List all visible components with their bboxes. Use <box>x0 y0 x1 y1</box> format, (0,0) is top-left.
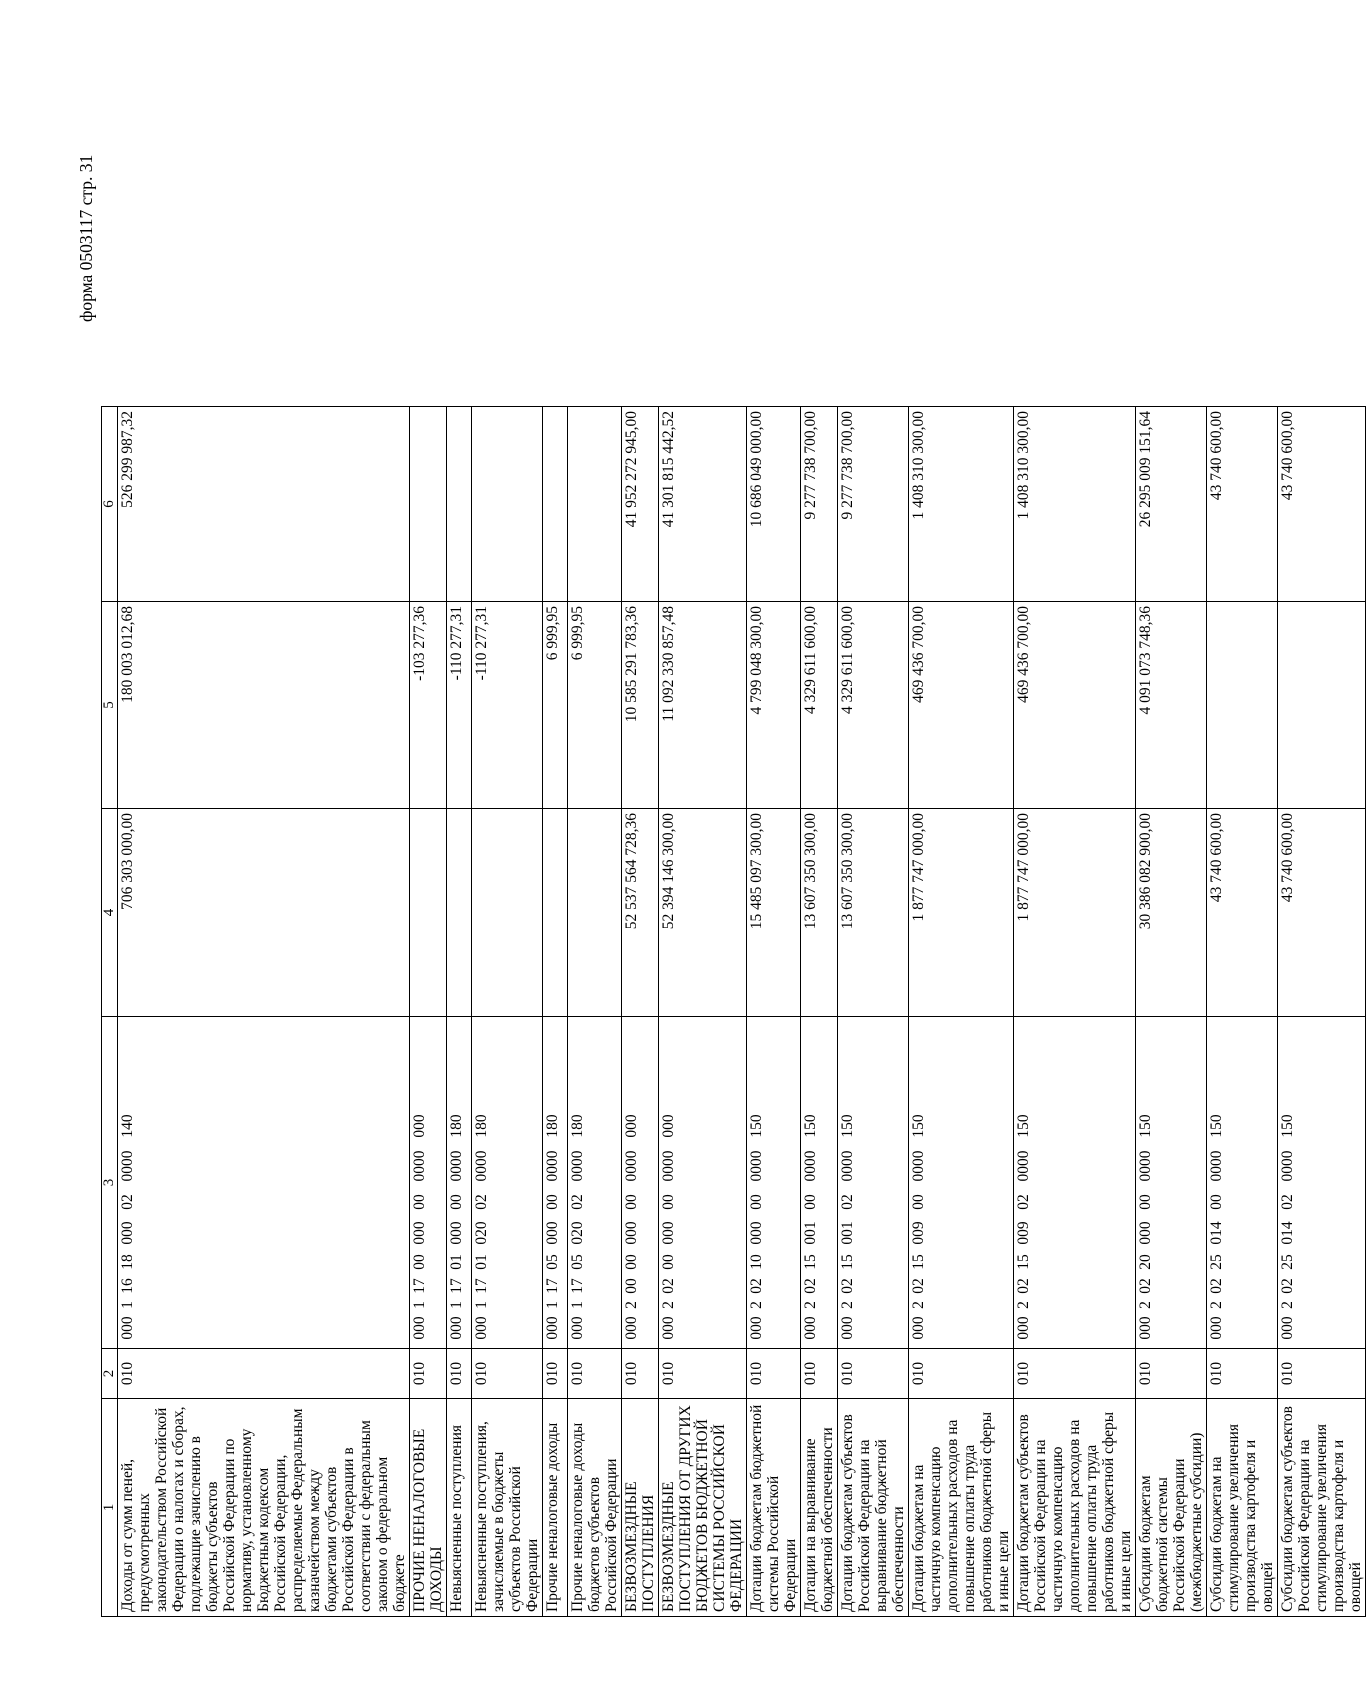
code-part: 150 <box>1137 1114 1154 1138</box>
code-part: 2 <box>748 1301 765 1309</box>
row-name: Прочие неналоговые доходы <box>543 1399 568 1617</box>
row-executed: -103 277,36 <box>410 602 447 809</box>
row-name: БЕЗВОЗМЕЗДНЫЕ ПОСТУПЛЕНИЯ <box>622 1399 659 1617</box>
table-row <box>909 407 1014 1617</box>
code-part: 02 <box>910 1278 927 1294</box>
row-name: Дотации бюджетам субъектов Российской Федерации на частичную компенсацию дополнительных расходов на повышение оплаты труда работников бюджетной сферы и иные цели <box>1014 1399 1136 1617</box>
code-part: 0000 <box>910 1150 927 1182</box>
code-part: 17 <box>448 1278 465 1294</box>
row-unexecuted: 526 299 987,32 <box>118 407 410 602</box>
table-row <box>1136 407 1207 1617</box>
row-executed: 180 003 012,68 <box>118 602 410 809</box>
row-income-code <box>747 1017 801 1349</box>
code-part: 00 <box>802 1194 819 1210</box>
row-approved: 706 303 000,00 <box>118 809 410 1017</box>
code-part: 01 <box>448 1254 465 1270</box>
code-part: 02 <box>660 1278 677 1294</box>
code-part: 000 <box>748 1316 765 1340</box>
row-income-code <box>801 1017 838 1349</box>
table-row <box>801 407 838 1617</box>
code-part: 0000 <box>839 1150 856 1182</box>
row-line-code: 010 <box>909 1349 1014 1399</box>
row-name: Доходы от сумм пеней, предусмотренных законодательством Российской Федерации о налогах и сборах, подлежащие зачислению в бюджеты субъектов Российской Федерации по нормативу, установленному Бюджетным кодексом Российской Федерации, распределяемые Федеральным казначейством между бюджетами субъектов Российской Федерации в соответствии с федеральным законом о федеральном бюджете <box>118 1399 410 1617</box>
code-part: 2 <box>802 1301 819 1309</box>
code-part: 00 <box>660 1254 677 1270</box>
code-part: 00 <box>748 1194 765 1210</box>
row-name: БЕЗВОЗМЕЗДНЫЕ ПОСТУПЛЕНИЯ ОТ ДРУГИХ БЮДЖЕТОВ БЮДЖЕТНОЙ СИСТЕМЫ РОССИЙСКОЙ ФЕДЕРАЦИИ <box>659 1399 747 1617</box>
table-row <box>472 407 543 1617</box>
row-approved <box>472 809 543 1017</box>
code-part: 25 <box>1208 1254 1225 1270</box>
row-unexecuted: 1 408 310 300,00 <box>909 407 1014 602</box>
code-part: 000 <box>119 1316 136 1340</box>
code-part: 000 <box>119 1221 136 1245</box>
code-part: 1 <box>448 1301 465 1309</box>
code-part: 000 <box>1279 1316 1296 1340</box>
code-part: 00 <box>660 1194 677 1210</box>
code-part: 00 <box>1137 1194 1154 1210</box>
code-part: 000 <box>910 1316 927 1340</box>
row-name: Субсидии бюджетам на стимулирование увеличения производства картофеля и овощей <box>1207 1399 1278 1617</box>
row-executed: 469 436 700,00 <box>909 602 1014 809</box>
code-part: 014 <box>1279 1221 1296 1245</box>
code-part: 0000 <box>802 1150 819 1182</box>
row-approved: 43 740 600,00 <box>1207 809 1278 1017</box>
row-line-code: 010 <box>801 1349 838 1399</box>
table-row <box>1278 407 1366 1617</box>
row-line-code: 010 <box>1136 1349 1207 1399</box>
row-unexecuted <box>410 407 447 602</box>
code-part: 00 <box>623 1254 640 1270</box>
row-income-code <box>1014 1017 1136 1349</box>
row-line-code: 010 <box>447 1349 472 1399</box>
row-unexecuted <box>543 407 568 602</box>
code-part: 02 <box>1137 1278 1154 1294</box>
code-part: 2 <box>910 1301 927 1309</box>
table-row <box>1207 407 1278 1617</box>
row-line-code: 010 <box>472 1349 543 1399</box>
code-part: 02 <box>1015 1278 1032 1294</box>
row-income-code <box>838 1017 909 1349</box>
report-table <box>101 406 1366 1617</box>
row-line-code: 010 <box>1278 1349 1366 1399</box>
table-row <box>447 407 472 1617</box>
code-part: 00 <box>448 1194 465 1210</box>
code-part: 001 <box>839 1221 856 1245</box>
row-unexecuted: 43 740 600,00 <box>1278 407 1366 602</box>
code-part: 000 <box>448 1221 465 1245</box>
code-part: 15 <box>802 1254 819 1270</box>
code-part: 18 <box>119 1254 136 1270</box>
code-part: 0000 <box>473 1150 490 1182</box>
code-part: 02 <box>1279 1194 1296 1210</box>
code-part: 000 <box>411 1221 428 1245</box>
code-part: 05 <box>569 1254 586 1270</box>
code-part: 02 <box>1015 1194 1032 1210</box>
code-part: 00 <box>544 1194 561 1210</box>
code-part: 1 <box>544 1301 561 1309</box>
code-part: 02 <box>1208 1278 1225 1294</box>
row-executed: 4 329 611 600,00 <box>801 602 838 809</box>
code-part: 000 <box>448 1316 465 1340</box>
row-name: Дотации бюджетам на частичную компенсацию дополнительных расходов на повышение оплаты труда работников бюджетной сферы и иные цели <box>909 1399 1014 1617</box>
row-line-code: 010 <box>747 1349 801 1399</box>
code-part: 02 <box>839 1278 856 1294</box>
column-number: 6 <box>102 407 118 602</box>
code-part: 00 <box>623 1278 640 1294</box>
column-number-row <box>102 407 118 1617</box>
row-name: Невыясненные поступления <box>447 1399 472 1617</box>
row-approved <box>410 809 447 1017</box>
code-part: 180 <box>569 1114 586 1138</box>
code-part: 000 <box>1015 1316 1032 1340</box>
row-unexecuted: 41 952 272 945,00 <box>622 407 659 602</box>
row-income-code <box>447 1017 472 1349</box>
code-part: 000 <box>569 1316 586 1340</box>
table-row <box>1014 407 1136 1617</box>
row-name: Субсидии бюджетам субъектов Российской Федерации на стимулирование увеличения производства картофеля и овощей <box>1278 1399 1366 1617</box>
column-number: 3 <box>102 1017 118 1349</box>
code-part: 02 <box>569 1194 586 1210</box>
code-part: 20 <box>1137 1254 1154 1270</box>
code-part: 0000 <box>119 1150 136 1182</box>
row-executed: 11 092 330 857,48 <box>659 602 747 809</box>
row-line-code: 010 <box>622 1349 659 1399</box>
code-part: 1 <box>473 1301 490 1309</box>
row-unexecuted: 10 686 049 000,00 <box>747 407 801 602</box>
row-approved: 15 485 097 300,00 <box>747 809 801 1017</box>
code-part: 000 <box>660 1221 677 1245</box>
code-part: 15 <box>839 1254 856 1270</box>
row-name: Субсидии бюджетам бюджетной системы Российской Федерации (межбюджетные субсидии) <box>1136 1399 1207 1617</box>
row-unexecuted <box>447 407 472 602</box>
column-number: 5 <box>102 602 118 809</box>
code-part: 000 <box>802 1316 819 1340</box>
table-row <box>747 407 801 1617</box>
row-unexecuted: 26 295 009 151,64 <box>1136 407 1207 602</box>
code-part: 2 <box>660 1301 677 1309</box>
code-part: 2 <box>1015 1301 1032 1309</box>
row-approved <box>543 809 568 1017</box>
code-part: 01 <box>473 1254 490 1270</box>
code-part: 000 <box>623 1114 640 1138</box>
column-number: 4 <box>102 809 118 1017</box>
code-part: 000 <box>544 1221 561 1245</box>
code-part: 0000 <box>660 1150 677 1182</box>
row-approved: 13 607 350 300,00 <box>801 809 838 1017</box>
row-approved: 52 394 146 300,00 <box>659 809 747 1017</box>
code-part: 150 <box>802 1114 819 1138</box>
code-part: 000 <box>839 1316 856 1340</box>
column-number: 2 <box>102 1349 118 1399</box>
code-part: 0000 <box>623 1150 640 1182</box>
code-part: 180 <box>544 1114 561 1138</box>
row-income-code <box>1136 1017 1207 1349</box>
code-part: 1 <box>119 1301 136 1309</box>
code-part: 150 <box>1208 1114 1225 1138</box>
code-part: 2 <box>623 1301 640 1309</box>
row-income-code <box>1278 1017 1366 1349</box>
row-unexecuted: 43 740 600,00 <box>1207 407 1278 602</box>
code-part: 014 <box>1208 1221 1225 1245</box>
row-executed: 10 585 291 783,36 <box>622 602 659 809</box>
row-line-code: 010 <box>543 1349 568 1399</box>
column-number: 1 <box>102 1399 118 1617</box>
code-part: 15 <box>1015 1254 1032 1270</box>
code-part: 02 <box>1279 1278 1296 1294</box>
row-name: Прочие неналоговые доходы бюджетов субъектов Российской Федерации <box>568 1399 622 1617</box>
row-approved <box>568 809 622 1017</box>
code-part: 0000 <box>1279 1150 1296 1182</box>
code-part: 17 <box>473 1278 490 1294</box>
code-part: 0000 <box>1137 1150 1154 1182</box>
code-part: 000 <box>1137 1221 1154 1245</box>
code-part: 009 <box>910 1221 927 1245</box>
code-part: 020 <box>473 1221 490 1245</box>
row-executed <box>1278 602 1366 809</box>
code-part: 2 <box>1279 1301 1296 1309</box>
row-executed: 4 799 048 300,00 <box>747 602 801 809</box>
code-part: 25 <box>1279 1254 1296 1270</box>
code-part: 000 <box>473 1316 490 1340</box>
code-part: 000 <box>1208 1316 1225 1340</box>
code-part: 00 <box>910 1194 927 1210</box>
table-row <box>838 407 909 1617</box>
row-line-code: 010 <box>1207 1349 1278 1399</box>
row-executed: 6 999,95 <box>568 602 622 809</box>
table-body <box>118 407 1366 1617</box>
code-part: 00 <box>411 1254 428 1270</box>
code-part: 02 <box>839 1194 856 1210</box>
code-part: 150 <box>1015 1114 1032 1138</box>
row-income-code <box>659 1017 747 1349</box>
row-unexecuted <box>472 407 543 602</box>
code-part: 16 <box>119 1278 136 1294</box>
code-part: 150 <box>910 1114 927 1138</box>
code-part: 000 <box>1137 1316 1154 1340</box>
table-row <box>543 407 568 1617</box>
row-approved: 1 877 747 000,00 <box>1014 809 1136 1017</box>
table-row <box>410 407 447 1617</box>
code-part: 150 <box>839 1114 856 1138</box>
table-row <box>118 407 410 1617</box>
row-executed: 4 091 073 748,36 <box>1136 602 1207 809</box>
code-part: 1 <box>569 1301 586 1309</box>
row-line-code: 010 <box>1014 1349 1136 1399</box>
code-part: 150 <box>748 1114 765 1138</box>
code-part: 009 <box>1015 1221 1032 1245</box>
code-part: 000 <box>660 1114 677 1138</box>
code-part: 00 <box>1208 1194 1225 1210</box>
code-part: 0000 <box>748 1150 765 1182</box>
code-part: 00 <box>411 1194 428 1210</box>
code-part: 000 <box>544 1316 561 1340</box>
row-unexecuted <box>568 407 622 602</box>
code-part: 1 <box>411 1301 428 1309</box>
code-part: 17 <box>569 1278 586 1294</box>
code-part: 000 <box>623 1221 640 1245</box>
row-unexecuted: 41 301 815 442,52 <box>659 407 747 602</box>
row-income-code <box>1207 1017 1278 1349</box>
row-unexecuted: 9 277 738 700,00 <box>801 407 838 602</box>
code-part: 0000 <box>1208 1150 1225 1182</box>
row-income-code <box>909 1017 1014 1349</box>
row-line-code: 010 <box>410 1349 447 1399</box>
code-part: 17 <box>544 1278 561 1294</box>
code-part: 180 <box>473 1114 490 1138</box>
code-part: 150 <box>1279 1114 1296 1138</box>
row-income-code <box>410 1017 447 1349</box>
code-part: 0000 <box>569 1150 586 1182</box>
code-part: 000 <box>623 1316 640 1340</box>
row-approved: 30 386 082 900,00 <box>1136 809 1207 1017</box>
code-part: 00 <box>623 1194 640 1210</box>
code-part: 0000 <box>544 1150 561 1182</box>
code-part: 15 <box>910 1254 927 1270</box>
row-line-code: 010 <box>838 1349 909 1399</box>
code-part: 000 <box>748 1221 765 1245</box>
code-part: 0000 <box>448 1150 465 1182</box>
row-name: ПРОЧИЕ НЕНАЛОГОВЫЕ ДОХОДЫ <box>410 1399 447 1617</box>
code-part: 02 <box>748 1278 765 1294</box>
row-executed: -110 277,31 <box>447 602 472 809</box>
row-line-code: 010 <box>568 1349 622 1399</box>
row-executed: -110 277,31 <box>472 602 543 809</box>
row-executed: 469 436 700,00 <box>1014 602 1136 809</box>
code-part: 2 <box>839 1301 856 1309</box>
table-row <box>659 407 747 1617</box>
row-approved <box>447 809 472 1017</box>
code-part: 02 <box>802 1278 819 1294</box>
code-part: 020 <box>569 1221 586 1245</box>
code-part: 000 <box>660 1316 677 1340</box>
table-row <box>568 407 622 1617</box>
code-part: 001 <box>802 1221 819 1245</box>
row-line-code: 010 <box>118 1349 410 1399</box>
row-line-code: 010 <box>659 1349 747 1399</box>
code-part: 180 <box>448 1114 465 1138</box>
code-part: 0000 <box>411 1150 428 1182</box>
row-income-code <box>622 1017 659 1349</box>
row-income-code <box>543 1017 568 1349</box>
row-executed <box>1207 602 1278 809</box>
code-part: 02 <box>119 1194 136 1210</box>
row-approved: 43 740 600,00 <box>1278 809 1366 1017</box>
row-approved: 1 877 747 000,00 <box>909 809 1014 1017</box>
code-part: 17 <box>411 1278 428 1294</box>
code-part: 10 <box>748 1254 765 1270</box>
row-executed: 4 329 611 600,00 <box>838 602 909 809</box>
row-name: Невыясненные поступления, зачисляемые в бюджеты субъектов Российской Федерации <box>472 1399 543 1617</box>
form-caption: форма 0503117 стр. 31 <box>76 154 96 322</box>
code-part: 140 <box>119 1114 136 1138</box>
row-income-code <box>472 1017 543 1349</box>
row-executed: 6 999,95 <box>543 602 568 809</box>
code-part: 0000 <box>1015 1150 1032 1182</box>
row-name: Дотации на выравнивание бюджетной обеспеченности <box>801 1399 838 1617</box>
row-unexecuted: 9 277 738 700,00 <box>838 407 909 602</box>
row-name: Дотации бюджетам субъектов Российской Федерации на выравнивание бюджетной обеспеченности <box>838 1399 909 1617</box>
code-part: 2 <box>1137 1301 1154 1309</box>
row-name: Дотации бюджетам бюджетной системы Российской Федерации <box>747 1399 801 1617</box>
code-part: 02 <box>473 1194 490 1210</box>
row-unexecuted: 1 408 310 300,00 <box>1014 407 1136 602</box>
code-part: 05 <box>544 1254 561 1270</box>
table-row <box>622 407 659 1617</box>
code-part: 000 <box>411 1114 428 1138</box>
row-income-code <box>118 1017 410 1349</box>
row-approved: 13 607 350 300,00 <box>838 809 909 1017</box>
row-approved: 52 537 564 728,36 <box>622 809 659 1017</box>
row-income-code <box>568 1017 622 1349</box>
code-part: 2 <box>1208 1301 1225 1309</box>
code-part: 000 <box>411 1316 428 1340</box>
